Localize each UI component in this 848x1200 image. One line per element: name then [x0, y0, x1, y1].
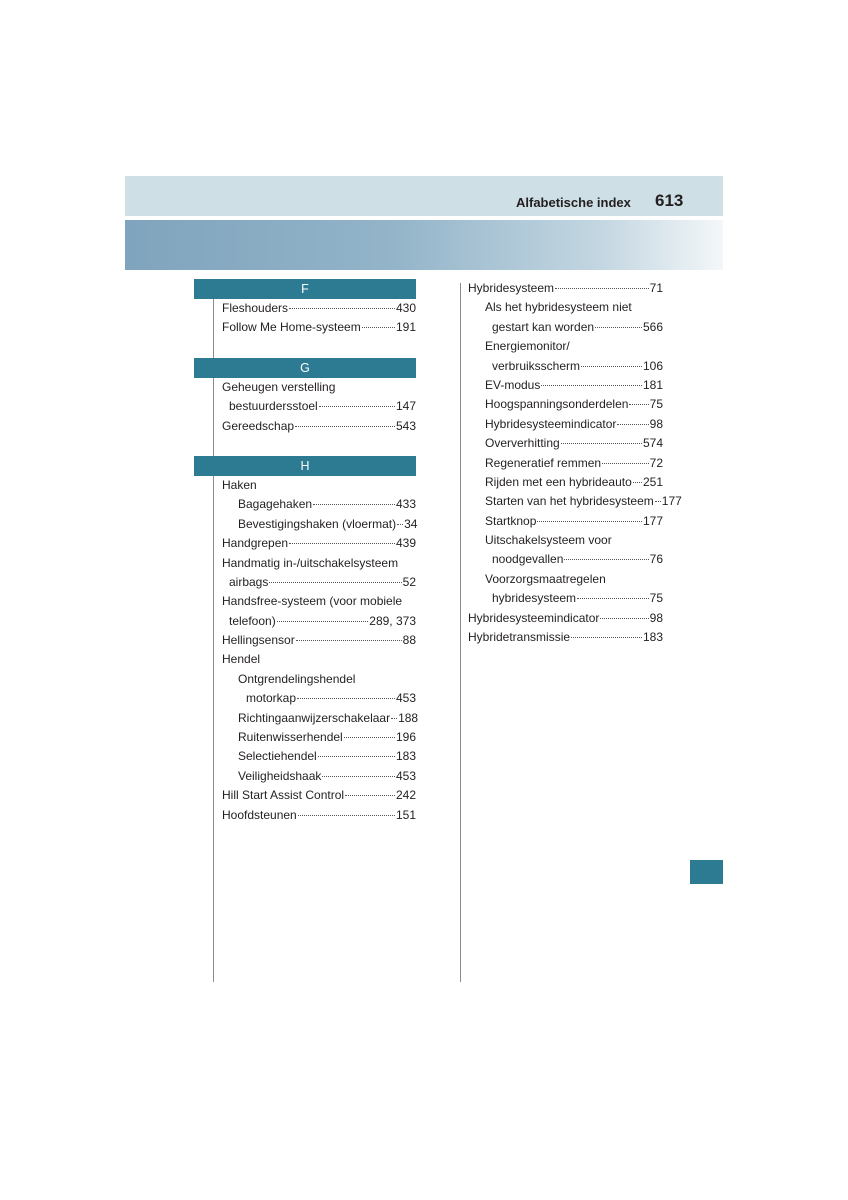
- section-header-g: G: [194, 358, 416, 378]
- index-entry: Haken: [222, 477, 257, 492]
- index-subentry: Regeneratief remmen 72: [485, 455, 663, 470]
- header-bar-top: [125, 176, 723, 216]
- index-entry: Hoofdsteunen 151: [222, 807, 416, 822]
- page-title: Alfabetische index: [516, 195, 631, 210]
- index-entry: Geheugen verstelling: [222, 379, 336, 394]
- section-header-h: H: [194, 456, 416, 476]
- chapter-thumb-tab: [690, 860, 723, 884]
- index-subentry: hybridesysteem 75: [492, 591, 663, 606]
- index-subentry: noodgevallen 76: [492, 552, 663, 567]
- index-subentry: Bagagehaken 433: [238, 497, 416, 512]
- index-entry: Handsfree-systeem (voor mobiele: [222, 594, 403, 609]
- index-entry: Hendel: [222, 652, 261, 667]
- index-entry: Hellingsensor 88: [222, 633, 416, 648]
- index-subentry: motorkap 453: [246, 691, 416, 706]
- index-entry: Handmatig in-/uitschakelsysteem: [222, 555, 399, 570]
- page-number: 613: [655, 191, 684, 210]
- column-divider-right: [460, 283, 461, 982]
- index-subentry: Richtingaanwijzerschakelaar 188: [238, 710, 419, 725]
- index-subentry: Bevestigingshaken (vloermat) 34: [238, 516, 418, 531]
- index-column-right: [463, 279, 682, 647]
- index-entry: Hybridesysteem 71: [468, 281, 663, 295]
- index-entry: Handgrepen 439: [222, 536, 416, 551]
- index-subentry: EV-modus 181: [485, 377, 663, 392]
- index-column-left: [213, 279, 419, 825]
- index-subentry: Ruitenwisserhendel 196: [238, 730, 416, 745]
- index-entry: telefoon) 289, 373: [229, 613, 416, 628]
- index-subentry: Selectiehendel 183: [238, 749, 416, 764]
- index-subentry: Hybridesysteemindicator 98: [485, 416, 663, 431]
- index-entry: Gereedschap 543: [222, 418, 416, 433]
- index-entry: bestuurdersstoel 147: [229, 399, 416, 414]
- index-subentry: verbruiksscherm 106: [492, 358, 663, 373]
- index-subentry: Ontgrendelingshendel: [238, 671, 356, 686]
- index-subentry: Oververhitting 574: [485, 436, 663, 451]
- index-entry: Fleshouders 430: [222, 301, 416, 315]
- index-subentry: Startknop 177: [485, 513, 663, 528]
- index-subentry: gestart kan worden 566: [492, 319, 663, 334]
- index-subentry: Starten van het hybridesysteem 177: [485, 494, 682, 509]
- index-subentry: Als het hybridesysteem niet: [485, 300, 632, 315]
- section-header-f: F: [194, 279, 416, 299]
- index-subentry: Voorzorgsmaatregelen: [485, 571, 606, 586]
- index-subentry: Hoogspanningsonderdelen 75: [485, 397, 663, 412]
- index-entry: Hybridesysteemindicator 98: [468, 610, 663, 625]
- index-entry: Follow Me Home-systeem 191: [222, 320, 416, 335]
- index-subentry: Uitschakelsysteem voor: [485, 533, 612, 548]
- index-subentry: Rijden met een hybrideauto 251: [485, 474, 663, 489]
- index-subentry: Energiemonitor/: [485, 339, 570, 354]
- index-subentry: Veiligheidshaak 453: [238, 768, 416, 783]
- index-entry: Hybridetransmissie 183: [468, 630, 663, 645]
- index-entry: Hill Start Assist Control 242: [222, 788, 416, 803]
- index-entry: airbags 52: [229, 574, 416, 589]
- header-bar-gradient: [125, 220, 723, 270]
